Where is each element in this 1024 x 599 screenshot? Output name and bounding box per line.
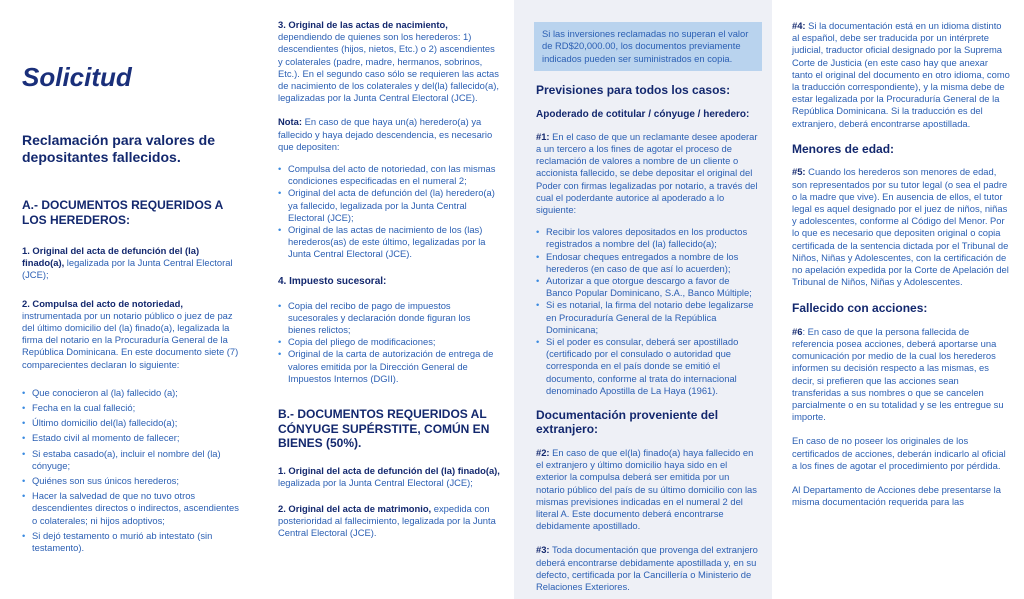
prevision-6-text: : En caso de que la persona fallecida de referencia posea acciones, deberá aportarse una comunicación por medio de la cual los herederos informen su decisión respecto a las mismas, es decir, si prefieren que las acciones sean transferidas a sus nombres o que se cancelen parcialmente o en su totalidad y se les entregue su importe.	[792, 325, 1004, 423]
list-item: • Estado civil al momento de fallecer;	[22, 432, 242, 444]
list-item: • Recibir los valores depositados en los productos registrados a nombre del (la) fallecido(a);	[536, 226, 758, 250]
list-item: • Copia del recibo de pago de impuestos sucesorales y declaración donde figuran los bienes relictos;	[278, 300, 500, 337]
list-item: • Fecha en la cual falleció;	[22, 402, 242, 414]
prevision-3-text: Toda documentación que provenga del extranjero deberá encontrarse debidamente apostillada y, en su defecto, certificada por la Cancillería o Ministerio de Relaciones Exteriores.	[536, 544, 758, 593]
callout-box	[534, 22, 762, 71]
panel-previsiones	[514, 0, 772, 599]
nota-bold: Nota:	[278, 116, 302, 128]
menores-heading: Menores de edad:	[792, 141, 895, 156]
list-item: • Último domicilio del(la) fallecido(a);	[22, 417, 242, 429]
prevision-2-bold: #2:	[536, 446, 550, 458]
nota-list	[278, 163, 500, 261]
item-1-text: legalizada por la Junta Central Electoral (JCE);	[22, 257, 233, 281]
item-b1-bold: 1. Original del acta de defunción del (la) finado(a),	[278, 464, 500, 476]
item-b2	[278, 503, 500, 540]
prevision-6-bold: #6	[792, 325, 803, 337]
callout-text: Si las inversiones reclamadas no superan el valor de RD$20,000.00, los documentos previamente indicados pueden ser suministrados en copia.	[542, 28, 749, 64]
panel-menores	[772, 0, 1024, 599]
item-1-bold: 1. Original del acta de defunción del (la) finado(a),	[22, 245, 200, 269]
prevision-4	[792, 20, 1010, 130]
page-title: Solicitud	[22, 62, 132, 92]
section-b-heading: B.- DOCUMENTOS REQUERIDOS AL CÓNYUGE SUPÉRSTITE, COMÚN EN BIENES (50%).	[278, 407, 490, 451]
list-item: • Que conocieron al (la) fallecido (a);	[22, 387, 242, 399]
panel-requisitos	[262, 0, 514, 599]
list-item: • Original de las actas de nacimiento de los (las) herederos(as) de este último, legalizadas por la Junta Central Electoral (JCE).	[278, 224, 500, 261]
prevision-5	[792, 166, 1010, 288]
previsiones-heading: Previsiones para todos los casos:	[536, 83, 731, 98]
nota-text: En caso de que haya un(a) heredero(a) ya fallecido y haya dejado descendencia, es necesario que depositen:	[278, 116, 493, 152]
prevision-2	[536, 447, 758, 532]
poder-list	[536, 226, 758, 397]
list-item: • Si es notarial, la firma del notario debe legalizarse en Procuraduría General de la República Dominicana;	[536, 299, 758, 336]
item-2-text: instrumentada por un notario público o juez de paz del último domicilio del (la) finado(a), legalizada la firma del notario en la Procuraduría General de la República Dominicana. En este documento siete (7) comparecientes declaran lo siguiente:	[22, 309, 239, 370]
prevision-1-bold: #1:	[536, 130, 550, 142]
list-item: • Original de la carta de autorización de entrega de valores emitida por la Dirección General de Impuestos Internos (DGII).	[278, 348, 500, 385]
list-item: • Compulsa del acto de notoriedad, con las mismas condiciones especificadas en el numeral 2;	[278, 163, 500, 187]
prevision-5-text: Cuando los herederos son menores de edad, son representados por su tutor legal (o sea el padre o la madre que vive). En ausencia de ellos, el tutor legal es aquel designado por el juez de niños, niñas y adolescentes, conforme al Código del Menor. Por lo que es necesario que depositen original o copia certificada de la sentencia dictada por el Tribunal de Niños, Niñas y Adolescentes, con la certificación de no apelación expedida por la Corte de Apelación del Tribunal de Niños, Niñas y Adolescentes.	[792, 166, 1009, 288]
prevision-5-bold: #5:	[792, 166, 806, 178]
prevision-2-text: En caso de que el(la) finado(a) haya fallecido en el extranjero y último domicilio haya sido en el exterior la compulsa deberá ser emitida por un notario público del país de su último domicilio con las mismas previsiones indicadas en el numeral 2 del literal A. Este documento deberá encontrarse debidamente apostillado.	[536, 446, 757, 532]
item-2	[22, 298, 242, 371]
item-3	[278, 19, 500, 104]
item-1	[22, 245, 242, 282]
item-4-heading: 4. Impuesto sucesoral:	[278, 275, 387, 287]
prevision-3-bold: #3:	[536, 544, 550, 556]
list-item: • Original del acta de defunción del (la) heredero(a) ya fallecido, legalizada por la Junta Central Electoral (JCE);	[278, 187, 500, 224]
departamento-acciones: Al Departamento de Acciones debe presentarse la misma documentación requerida para las	[792, 484, 1001, 508]
impuesto-list	[278, 300, 500, 385]
list-item: • Endosar cheques entregados a nombre de los herederos (en caso de que así lo acuerden);	[536, 251, 758, 275]
acciones-perdida: En caso de no poseer los originales de los certificados de acciones, deberán indicarlo al oficial a los fines de agotar el procedimiento por pérdida.	[792, 435, 1006, 471]
item-b2-text: expedida con posterioridad al fallecimiento, legalizada por la Junta Central Electoral (JCE).	[278, 502, 496, 539]
section-a-heading: A.- DOCUMENTOS REQUERIDOS A LOS HEREDEROS:	[22, 198, 223, 227]
acciones-heading: Fallecido con acciones:	[792, 301, 928, 316]
apoderado-heading: Apoderado de cotitular / cónyuge / heredero:	[536, 108, 750, 120]
item-3-bold: 3. Original de las actas de nacimiento,	[278, 19, 448, 30]
prevision-1	[536, 131, 758, 216]
item-b2-bold: 2. Original del acta de matrimonio,	[278, 502, 432, 514]
item-3-text: dependiendo de quienes son los herederos: 1) descendientes (hijos, nietos, Etc.) o 2) ascendientes y colaterales (padre, madre, hermanos, sobrinos, Etc.). En el segundo caso sólo se requieren las actas de nacimiento de los colaterales y del(la) fallecido(a), legalizadas por la Junta Central Electoral (JCE).	[278, 31, 499, 104]
prevision-4-bold: #4:	[792, 20, 806, 31]
prevision-1-text: En el caso de que un reclamante desee apoderar a un tercero a los fines de agotar el proceso de reclamación de valores a nombre de un cliente o accionista fallecido, se debe depositar el original del Poder con firmas legalizadas por notario, a través del cual el poderdante autorice al apoderado a lo siguiente:	[536, 130, 758, 215]
list-item: • Autorizar a que otorgue descargo a favor de Banco Popular Dominicano, S.A., Banco Múltiple;	[536, 275, 758, 299]
list-item: • Si estaba casado(a), incluir el nombre del (la) cónyuge;	[22, 448, 242, 472]
prevision-3	[536, 544, 758, 593]
subtitle: Reclamación para valores de depositantes fallecidos.	[22, 132, 215, 165]
prevision-4-text: Si la documentación está en un idioma distinto al español, debe ser traducida por un intérprete judicial, traductor oficial designado por la Suprema Corte de Justicia (en este caso hay que anexar tanto el original del documento en otro idioma, como la traducción correspondiente), y la misma debe de estar legalizada por la Procuraduría General de la República Dominicana. Si la traducción es del extranjero, deberá encontrarse apostillada.	[792, 20, 1010, 129]
extranjero-heading: Documentación proveniente del extranjero:	[536, 407, 719, 437]
item-2-bold: 2. Compulsa del acto de notoriedad,	[22, 297, 183, 309]
list-item: • Si dejó testamento o murió ab intestato (sin testamento).	[22, 530, 242, 554]
list-item: • Si el poder es consular, deberá ser apostillado (certificado por el consulado o autoridad que corresponda en el país donde se emitió el documento, conforme al trata do internacional denominado Apostilla de La Haya (1961).	[536, 336, 758, 397]
list-item: • Quiénes son sus únicos herederos;	[22, 475, 242, 487]
list-item: • Hacer la salvedad de que no tuvo otros descendientes directos o indirectos, ascendientes o colaterales; ni hijos adoptivos;	[22, 490, 242, 527]
list-item: • Copia del pliego de modificaciones;	[278, 336, 500, 348]
prevision-6	[792, 326, 1010, 424]
declaration-list	[22, 387, 242, 554]
item-b1	[278, 465, 500, 489]
nota	[278, 116, 500, 153]
panel-solicitud	[0, 0, 262, 599]
item-b1-text: legalizada por la Junta Central Electoral (JCE);	[278, 476, 473, 488]
